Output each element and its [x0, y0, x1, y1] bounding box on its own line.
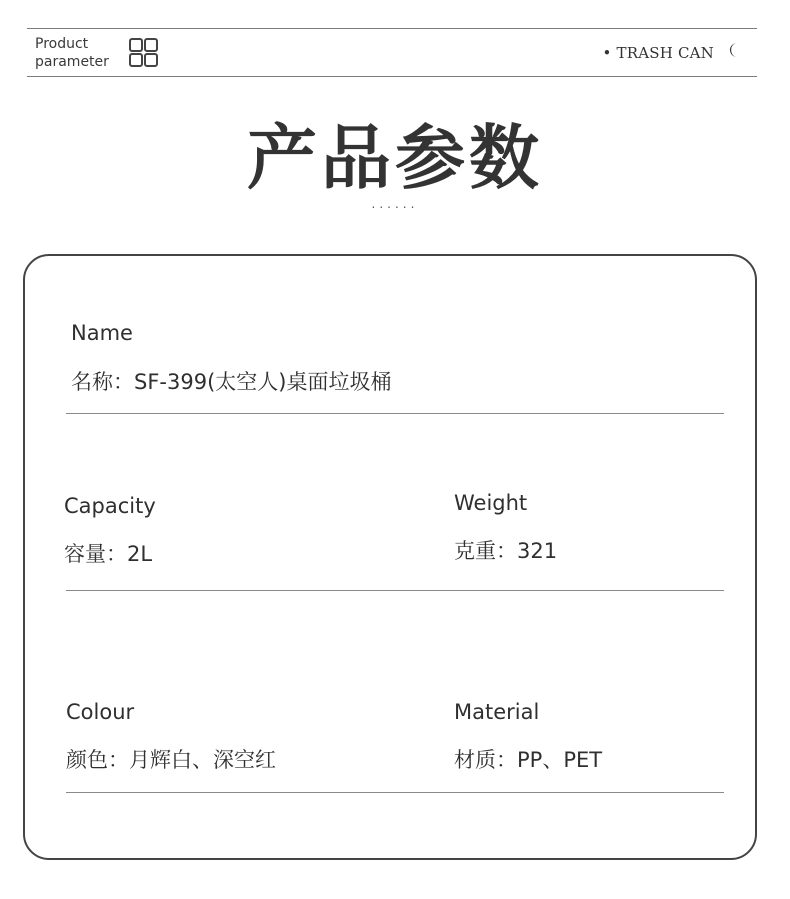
header-label-line1: Product	[35, 36, 89, 52]
header-divider	[27, 76, 757, 77]
name-value: 名称：SF-399(太空人)桌面垃圾桶	[71, 370, 392, 394]
title-dots: ......	[371, 197, 419, 211]
material-value: 材质：PP、PET	[454, 748, 603, 772]
weight-value: 克重：321	[454, 539, 558, 563]
grid-icon	[129, 38, 159, 68]
weight-label: Weight	[454, 491, 528, 515]
page-title: 产品参数	[247, 117, 543, 199]
colour-label: Colour	[66, 700, 135, 724]
header-label-line2: parameter	[35, 54, 109, 70]
divider-3	[66, 792, 724, 793]
capacity-value: 容量：2L	[64, 542, 153, 566]
moon-icon	[728, 42, 741, 58]
divider-2	[66, 590, 724, 591]
material-label: Material	[454, 700, 540, 724]
header-label	[35, 35, 109, 71]
divider-1	[66, 413, 724, 414]
top-divider	[27, 28, 757, 29]
brand-label: • TRASH CAN	[602, 44, 714, 62]
name-label: Name	[71, 321, 133, 345]
colour-value: 颜色：月辉白、深空红	[66, 748, 276, 772]
capacity-label: Capacity	[64, 494, 156, 518]
